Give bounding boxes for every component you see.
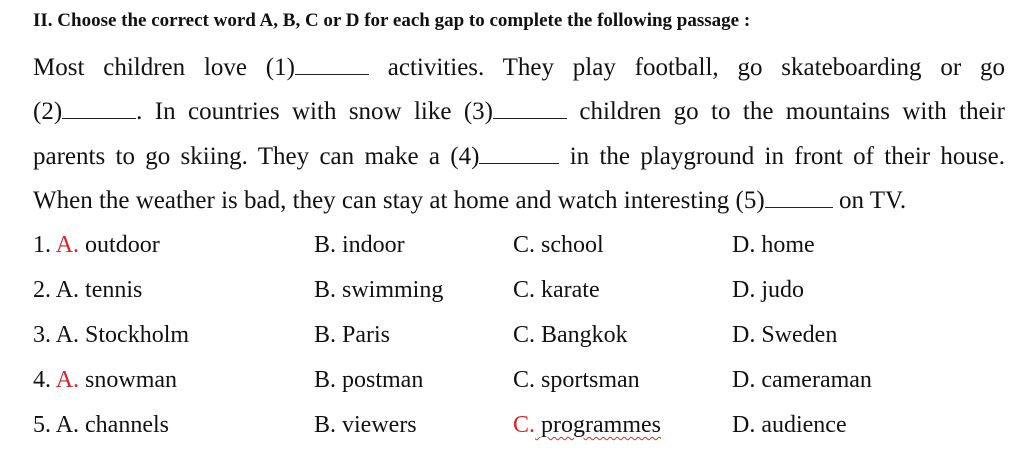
- passage-text: in the playground in front of their house.: [559, 143, 1005, 170]
- option-c[interactable]: C. school: [513, 232, 604, 258]
- option-a-text: snowman: [79, 367, 178, 393]
- option-a-letter: A.: [55, 412, 80, 438]
- option-d[interactable]: D. audience: [732, 412, 847, 438]
- option-b[interactable]: B. swimming: [314, 277, 444, 303]
- passage-line-3: [33, 141, 1005, 172]
- passage-text: When the weather is bad, they can stay at home and watch interesting (5): [33, 187, 765, 214]
- option-a-text: Stockholm: [79, 322, 190, 348]
- option-d[interactable]: D. home: [732, 232, 815, 258]
- question-number: 4.: [33, 367, 56, 393]
- option-a[interactable]: [33, 230, 160, 260]
- option-d[interactable]: D. Sweden: [732, 322, 838, 348]
- question-row-4: [0, 365, 1024, 397]
- option-a-letter: A.: [55, 232, 80, 258]
- option-a-letter: A.: [55, 277, 80, 303]
- passage-line-2: [33, 96, 1005, 127]
- option-c[interactable]: C. sportsman: [513, 367, 640, 393]
- question-number: 2.: [33, 277, 56, 303]
- option-a[interactable]: [33, 410, 169, 440]
- gap-3-blank: [493, 96, 567, 119]
- passage-text: Most children love (1): [33, 54, 295, 81]
- passage-text: (2): [33, 98, 63, 125]
- gap-2-blank: [62, 96, 136, 119]
- question-number: 3.: [33, 322, 56, 348]
- question-row-1: [0, 230, 1024, 262]
- passage-text: on TV.: [832, 187, 907, 214]
- option-c[interactable]: C. karate: [513, 277, 600, 303]
- question-row-3: [0, 320, 1024, 352]
- gap-1-blank: [295, 52, 369, 75]
- section-heading: II. Choose the correct word A, B, C or D for each gap to complete the following passage :: [33, 10, 751, 31]
- option-a[interactable]: [33, 275, 142, 305]
- option-a-letter: A.: [55, 322, 80, 348]
- option-c-text: programmes: [535, 412, 661, 438]
- gap-5-blank: [765, 185, 833, 208]
- option-d[interactable]: D. judo: [732, 277, 804, 303]
- option-b[interactable]: B. Paris: [314, 322, 391, 348]
- option-a-letter: A.: [55, 367, 80, 393]
- option-c[interactable]: C. Bangkok: [513, 322, 628, 348]
- option-a-text: tennis: [79, 277, 143, 303]
- option-b[interactable]: B. viewers: [314, 412, 417, 438]
- gap-4-blank: [479, 141, 559, 164]
- option-a-text: outdoor: [79, 232, 160, 258]
- passage-text: . In countries with snow like (3): [136, 98, 494, 125]
- passage-line-4: [33, 185, 1005, 216]
- question-row-5: [0, 410, 1024, 442]
- question-row-2: [0, 275, 1024, 307]
- option-d[interactable]: D. cameraman: [732, 367, 872, 393]
- option-c[interactable]: [513, 410, 661, 440]
- question-number: 5.: [33, 412, 56, 438]
- question-number: 1.: [33, 232, 56, 258]
- option-a[interactable]: [33, 320, 189, 350]
- passage-line-1: [33, 52, 1005, 83]
- passage-text: children go to the mountains with their: [567, 98, 1005, 125]
- option-c-letter: C.: [513, 412, 536, 438]
- option-b[interactable]: B. indoor: [314, 232, 405, 258]
- option-a[interactable]: [33, 365, 177, 395]
- passage-text: activities. They play football, go skateboarding or go: [368, 54, 1005, 81]
- option-a-text: channels: [79, 412, 169, 438]
- passage-text: parents to go skiing. They can make a (4): [33, 143, 480, 170]
- option-b[interactable]: B. postman: [314, 367, 424, 393]
